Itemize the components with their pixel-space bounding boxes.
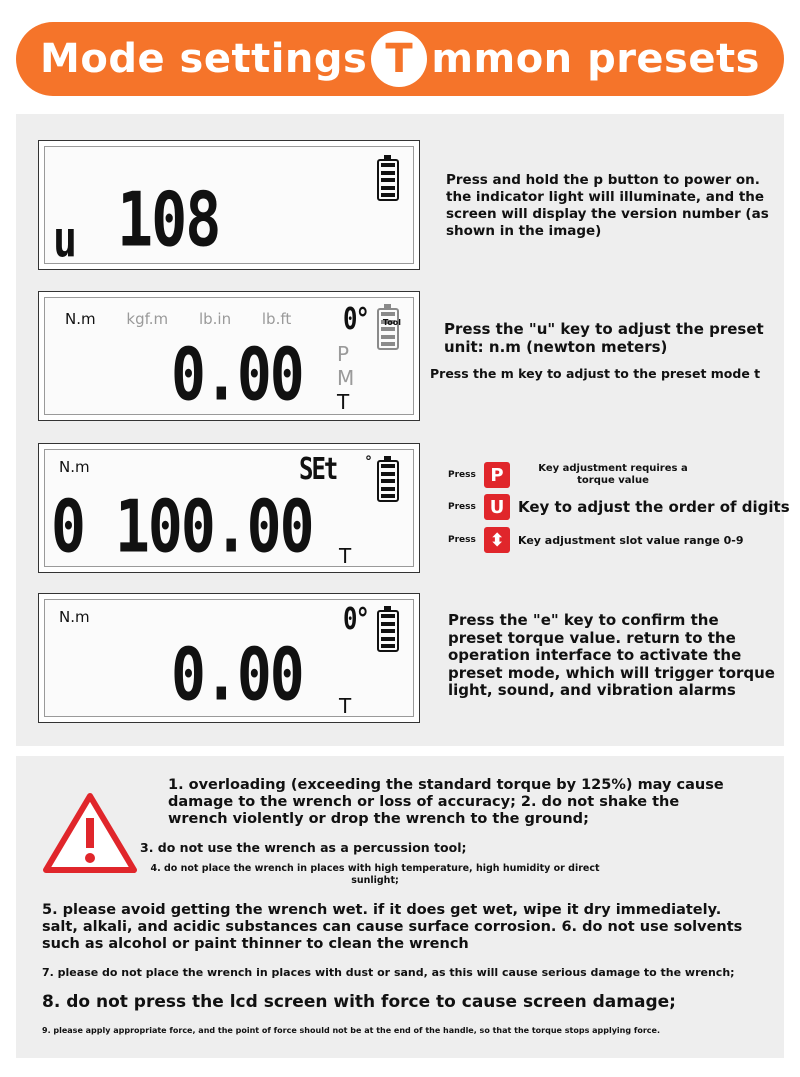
- warning-4: 4. do not place the wrench in places with high temperature, high humidity or direct sunlight;: [150, 863, 600, 886]
- key-row-p: [448, 462, 708, 488]
- title-right: mmon presets: [431, 36, 760, 82]
- title-left: Mode settings: [40, 36, 368, 82]
- mode-t: T: [339, 694, 352, 717]
- press-label: Press: [448, 535, 476, 545]
- title-banner: [16, 22, 784, 96]
- warning-9: 9. please apply appropriate force, and the point of force should not be at the end of the handle, so that the torque stops applying force.: [42, 1026, 660, 1035]
- p-key-text: Key adjustment requires a torque value: [538, 463, 688, 486]
- lcd-mode-digit: 0°: [343, 601, 368, 637]
- warning-7: 7. please do not place the wrench in places with dust or sand, as this will cause serious damage to the wrench;: [42, 966, 735, 979]
- lcd-prefix: u: [53, 211, 76, 264]
- unit-nm: N.m: [59, 608, 90, 626]
- unit-kgfm: kgf.m: [126, 310, 169, 328]
- battery-icon: [377, 308, 399, 350]
- unit-lbin: lb.in: [198, 310, 232, 328]
- lcd-preset-display: [38, 443, 420, 573]
- lcd-version-display: [38, 140, 420, 270]
- warning-3: 3. do not use the wrench as a percussion tool;: [140, 840, 467, 855]
- mode-letters: [337, 342, 354, 414]
- unit-nm: N.m: [59, 458, 90, 476]
- mode-p: P: [337, 342, 350, 366]
- battery-icon: [377, 610, 399, 652]
- set-label: SEt: [299, 451, 337, 487]
- tool-label: Tool: [382, 318, 401, 327]
- degree-symbol: °: [365, 454, 372, 470]
- step2-subtext: Press the m key to adjust to the preset mode t: [430, 366, 761, 381]
- step2-text: Press the "u" key to adjust the preset unit: n.m (newton meters): [444, 320, 764, 356]
- updown-key-text: Key adjustment slot value range 0-9: [518, 533, 744, 547]
- mode-m: M: [337, 366, 355, 390]
- key-row-u: [448, 494, 790, 520]
- warning-1-2: 1. overloading (exceeding the standard torque by 125%) may cause damage to the wrench or loss of accuracy; 2. do not shake the wrench violently or drop the wrench to the ground;: [168, 777, 724, 827]
- battery-icon: [377, 460, 399, 502]
- u-key-text: Key to adjust the order of digits: [518, 498, 790, 516]
- lcd-preset-value: 100.00: [115, 483, 313, 567]
- unit-nm: N.m: [65, 310, 96, 328]
- warning-8: 8. do not press the lcd screen with force to cause screen damage;: [42, 992, 676, 1012]
- warning-triangle-icon: [42, 792, 138, 876]
- mode-t: T: [339, 544, 352, 567]
- t-badge-icon: T: [371, 31, 427, 87]
- press-label: Press: [448, 470, 476, 480]
- key-row-updown: [448, 527, 744, 553]
- unit-lbft: lb.ft: [261, 310, 292, 328]
- warning-5-6: 5. please avoid getting the wrench wet. if it does get wet, wipe it dry immediately. salt, alkali, and acidic substances can cause surface corrosion. 6. do not use solvents such as alcohol or paint thinner to clean the wrench: [42, 902, 743, 952]
- lcd-slot-digit: 0: [51, 483, 84, 567]
- mode-t: T: [337, 390, 350, 414]
- up-down-key-icon: ⬍: [484, 527, 510, 553]
- unit-row: [65, 310, 317, 328]
- step1-text: Press and hold the p button to power on. the indicator light will illuminate, and the screen will display the version number (as shown in the image): [446, 172, 769, 239]
- lcd-unit-display: [38, 291, 420, 421]
- lcd-torque-value: 0.00: [171, 331, 303, 415]
- lcd-version-value: 108: [117, 176, 220, 264]
- p-key-icon: P: [484, 462, 510, 488]
- press-label: Press: [448, 502, 476, 512]
- step4-text: Press the "e" key to confirm the preset torque value. return to the operation interface to activate the preset mode, which will trigger torque light, sound, and vibration alarms: [448, 611, 775, 699]
- lcd-mode-digit: 0°: [343, 301, 368, 337]
- battery-icon: [377, 159, 399, 201]
- lcd-confirm-display: [38, 593, 420, 723]
- u-key-icon: U: [484, 494, 510, 520]
- lcd-torque-value: 0.00: [171, 631, 303, 717]
